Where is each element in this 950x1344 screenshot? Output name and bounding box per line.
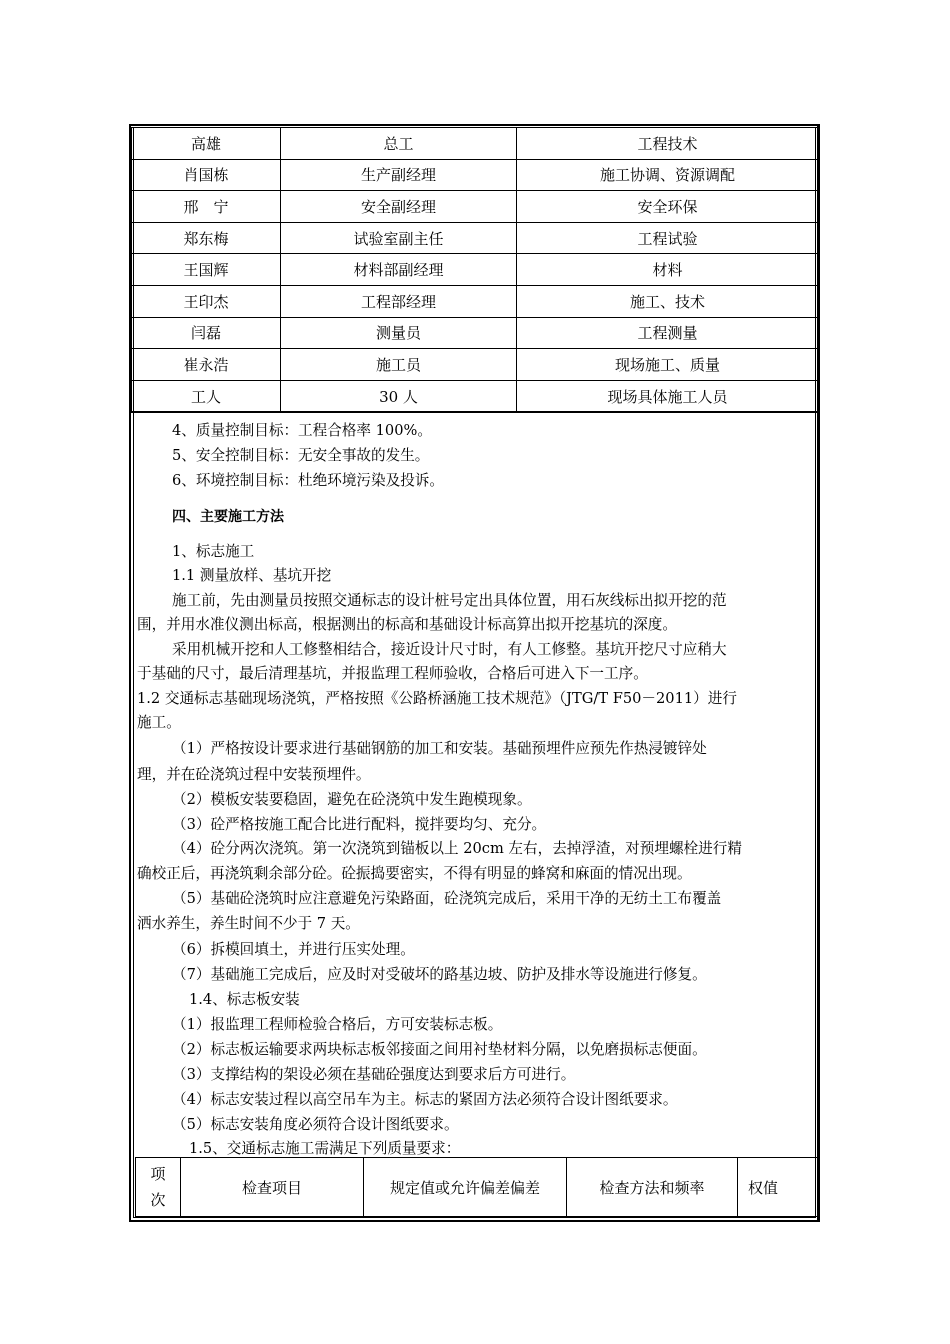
paragraph-line: 围，并用水准仪测出标高，根据测出的标高和基础设计标高算出拟开挖基坑的深度。: [137, 616, 677, 633]
paragraph-line: （6）拆模回填土，并进行压实处理。: [172, 941, 415, 958]
paragraph-line: 采用机械开挖和人工修整相结合，接近设计尺寸时，有人工修整。基坑开挖尺寸应稍大: [172, 641, 727, 658]
staff-name: 工人: [132, 380, 281, 412]
staff-name: 王国辉: [132, 254, 281, 286]
col-method-header: 检查方法和频率: [567, 1158, 738, 1217]
paragraph-line: （2）模板安装要稳固，避免在砼浇筑中发生跑模现象。: [172, 791, 532, 808]
staff-name: 闫磊: [132, 317, 281, 349]
col-check-item-header: 检查项目: [181, 1158, 364, 1217]
table-row: [132, 349, 819, 381]
paragraph-line: 理，并在砼浇筑过程中安装预埋件。: [137, 766, 371, 783]
paragraph-line: （4）标志安装过程以高空吊车为主。标志的紧固方法必须符合设计图纸要求。: [172, 1091, 678, 1108]
staff-role: 30 人: [281, 380, 517, 412]
paragraph-line: （3）砼严格按施工配合比进行配料，搅拌要均匀、充分。: [172, 816, 547, 833]
paragraph-line: （1）严格按设计要求进行基础钢筋的加工和安装。基础预埋件应预先作热浸镀锌处: [172, 740, 707, 757]
table-row: [132, 285, 819, 317]
quality-goal: 4、质量控制目标：工程合格率 100%。: [172, 422, 432, 439]
paragraph-line: 施工前，先由测量员按照交通标志的设计桩号定出具体位置，用石灰线标出拟开挖的范: [172, 592, 727, 609]
table-row: [132, 159, 819, 191]
paragraph-line: 确校正后，再浇筑剩余部分砼。砼振捣要密实，不得有明显的蜂窝和麻面的情况出现。: [137, 865, 692, 882]
col-tolerance-header: 规定值或允许偏差偏差: [364, 1158, 567, 1217]
paragraph-line: （3）支撑结构的架设必须在基础砼强度达到要求后方可进行。: [172, 1066, 576, 1083]
paragraph-line: 洒水养生，养生时间不少于 7 天。: [137, 915, 360, 932]
paragraph-line: 施工。: [137, 714, 181, 731]
staff-table: [131, 127, 819, 413]
staff-name: 王印杰: [132, 285, 281, 317]
staff-duty: 工程试验: [517, 222, 819, 254]
staff-duty: 工程测量: [517, 317, 819, 349]
paragraph-line: （5）基础砼浇筑时应注意避免污染路面，砼浇筑完成后，采用干净的无纺土工布覆盖: [172, 890, 722, 907]
paragraph-line: （2）标志板运输要求两块标志板邻接面之间用衬垫材料分隔，以免磨损标志便面。: [172, 1041, 707, 1058]
section-heading: 四、主要施工方法: [172, 509, 284, 525]
staff-duty: 安全环保: [517, 191, 819, 223]
table-row: [132, 317, 819, 349]
paragraph-line: （4）砼分两次浇筑。第一次浇筑到锚板以上 20cm 左右，去掉浮渣，对预埋螺栓进行精: [172, 840, 742, 857]
paragraph-line: 于基础的尺寸，最后清理基坑，并报监理工程师验收，合格后可进入下一工序。: [137, 665, 648, 682]
paragraph-line: （5）标志安装角度必须符合设计图纸要求。: [172, 1116, 459, 1133]
staff-duty: 施工协调、资源调配: [517, 159, 819, 191]
staff-duty: 施工、技术: [517, 285, 819, 317]
subsection-title: 1.5、交通标志施工需满足下列质量要求：: [189, 1140, 461, 1157]
staff-name: 高雄: [132, 128, 281, 160]
table-row: [132, 191, 819, 223]
staff-duty: 工程技术: [517, 128, 819, 160]
subsection-title: 1、标志施工: [172, 543, 255, 560]
subsection-title: 1.1 测量放样、基坑开挖: [172, 567, 332, 584]
col-weight-header: 权值: [738, 1158, 819, 1217]
table-row: [132, 222, 819, 254]
staff-name: 崔永浩: [132, 349, 281, 381]
staff-duty: 现场具体施工人员: [517, 380, 819, 412]
environment-goal: 6、环境控制目标：杜绝环境污染及投诉。: [172, 472, 444, 489]
table-row: [132, 254, 819, 286]
staff-name: 肖国栋: [132, 159, 281, 191]
staff-role: 总工: [281, 128, 517, 160]
safety-goal: 5、安全控制目标：无安全事故的发生。: [172, 447, 430, 464]
staff-role: 材料部副经理: [281, 254, 517, 286]
staff-role: 工程部经理: [281, 285, 517, 317]
table-row: [132, 380, 819, 412]
quality-table: [135, 1157, 819, 1217]
staff-role: 安全副经理: [281, 191, 517, 223]
staff-role: 施工员: [281, 349, 517, 381]
staff-name: 邢 宁: [132, 191, 281, 223]
paragraph-line: 1.2 交通标志基础现场浇筑，严格按照《公路桥涵施工技术规范》（JTG/T F50－2011）进行: [137, 690, 737, 707]
staff-duty: 现场施工、质量: [517, 349, 819, 381]
paragraph-line: （7）基础施工完成后，应及时对受破坏的路基边坡、防护及排水等设施进行修复。: [172, 966, 707, 983]
staff-duty: 材料: [517, 254, 819, 286]
staff-name: 郑东梅: [132, 222, 281, 254]
paragraph-line: （1）报监理工程师检验合格后，方可安装标志板。: [172, 1016, 503, 1033]
col-index-header: [136, 1158, 181, 1217]
staff-role: 测量员: [281, 317, 517, 349]
staff-role: 生产副经理: [281, 159, 517, 191]
subsection-title: 1.4、标志板安装: [189, 991, 300, 1008]
staff-role: 试验室副主任: [281, 222, 517, 254]
table-header-row: [136, 1158, 819, 1217]
col-index-top: 项: [150, 1165, 166, 1183]
col-index-bottom: 次: [150, 1191, 166, 1209]
table-row: [132, 128, 819, 160]
